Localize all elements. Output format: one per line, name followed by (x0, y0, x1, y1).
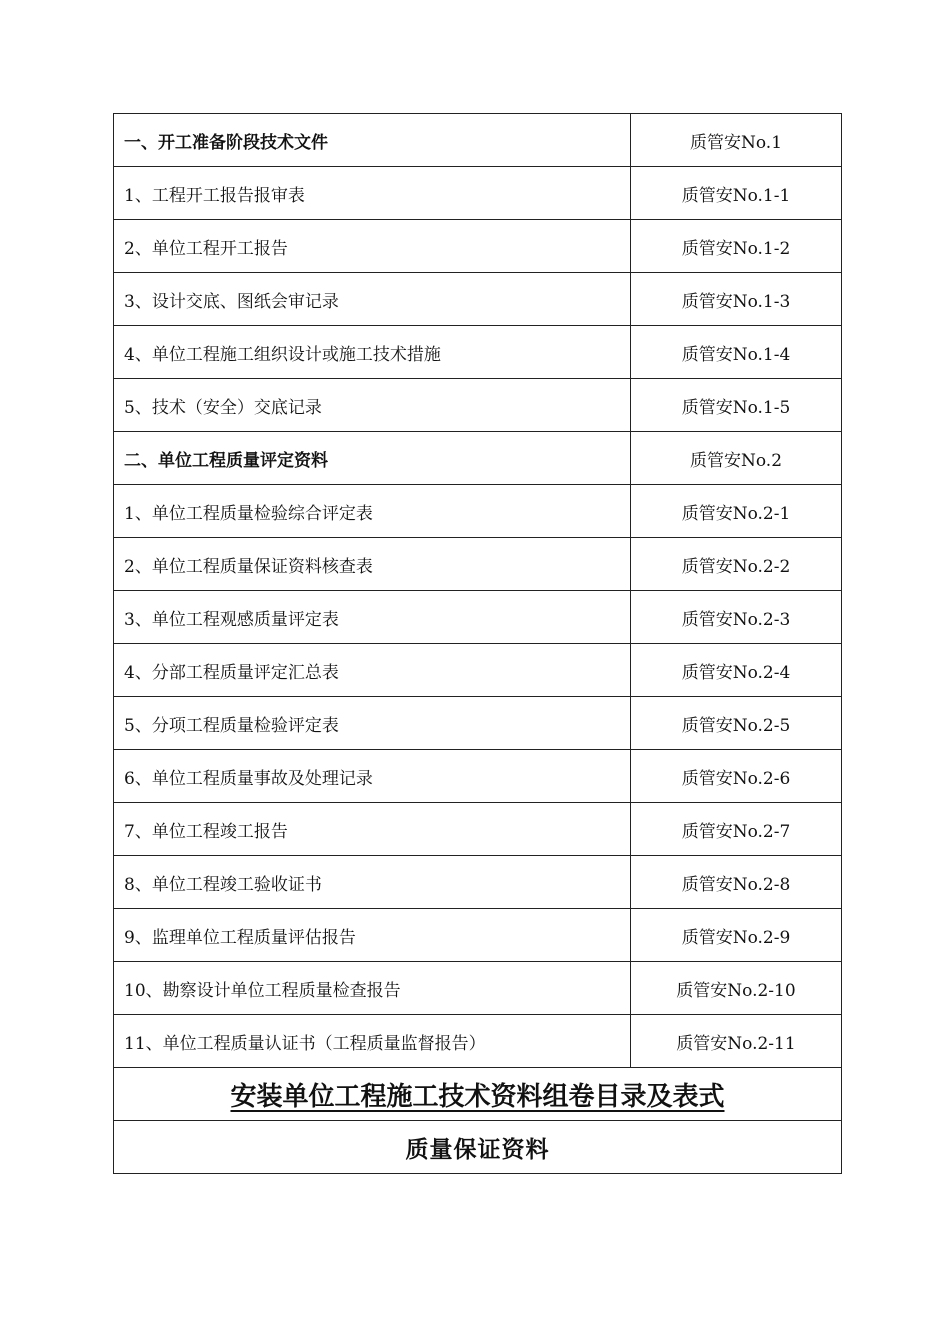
table-row (114, 856, 842, 909)
section-title: 二、单位工程质量评定资料 (114, 432, 631, 485)
form-code: 质管安No.2-9 (631, 909, 842, 962)
table-row (114, 591, 842, 644)
form-code: 质管安No.2 (631, 432, 842, 485)
item-name: 10、勘察设计单位工程质量检查报告 (114, 962, 631, 1015)
table-row (114, 909, 842, 962)
form-code: 质管安No.2-11 (631, 1015, 842, 1068)
banner-row (114, 1068, 842, 1121)
form-code: 质管安No.1-2 (631, 220, 842, 273)
item-name: 5、分项工程质量检验评定表 (114, 697, 631, 750)
item-name: 3、单位工程观感质量评定表 (114, 591, 631, 644)
table-row (114, 697, 842, 750)
item-name: 2、单位工程开工报告 (114, 220, 631, 273)
index-rows (114, 114, 842, 1068)
form-code: 质管安No.1 (631, 114, 842, 167)
table-row (114, 273, 842, 326)
document-title: 安装单位工程施工技术资料组卷目录及表式 (114, 1068, 842, 1121)
section-row (114, 114, 842, 167)
form-code: 质管安No.1-1 (631, 167, 842, 220)
table-row (114, 644, 842, 697)
form-code: 质管安No.2-5 (631, 697, 842, 750)
form-code: 质管安No.1-5 (631, 379, 842, 432)
table-row (114, 1015, 842, 1068)
item-name: 9、监理单位工程质量评估报告 (114, 909, 631, 962)
item-name: 4、单位工程施工组织设计或施工技术措施 (114, 326, 631, 379)
item-name: 1、工程开工报告报审表 (114, 167, 631, 220)
item-name: 1、单位工程质量检验综合评定表 (114, 485, 631, 538)
form-code: 质管安No.2-6 (631, 750, 842, 803)
item-name: 11、单位工程质量认证书（工程质量监督报告） (114, 1015, 631, 1068)
table-row (114, 485, 842, 538)
form-code: 质管安No.2-4 (631, 644, 842, 697)
table-row (114, 379, 842, 432)
form-code: 质管安No.2-3 (631, 591, 842, 644)
table-row (114, 803, 842, 856)
form-code: 质管安No.2-10 (631, 962, 842, 1015)
item-name: 8、单位工程竣工验收证书 (114, 856, 631, 909)
item-name: 2、单位工程质量保证资料核查表 (114, 538, 631, 591)
form-code: 质管安No.2-1 (631, 485, 842, 538)
subbanner-row (114, 1121, 842, 1174)
form-code: 质管安No.1-4 (631, 326, 842, 379)
item-name: 5、技术（安全）交底记录 (114, 379, 631, 432)
table-row (114, 538, 842, 591)
table-row (114, 962, 842, 1015)
section-heading: 质量保证资料 (114, 1121, 842, 1174)
section-title: 一、开工准备阶段技术文件 (114, 114, 631, 167)
form-code: 质管安No.2-2 (631, 538, 842, 591)
document-index-table (113, 113, 842, 1174)
table-row (114, 326, 842, 379)
section-row (114, 432, 842, 485)
item-name: 6、单位工程质量事故及处理记录 (114, 750, 631, 803)
item-name: 4、分部工程质量评定汇总表 (114, 644, 631, 697)
table-row (114, 220, 842, 273)
form-code: 质管安No.2-8 (631, 856, 842, 909)
form-code: 质管安No.2-7 (631, 803, 842, 856)
item-name: 7、单位工程竣工报告 (114, 803, 631, 856)
table-row (114, 750, 842, 803)
item-name: 3、设计交底、图纸会审记录 (114, 273, 631, 326)
table-row (114, 167, 842, 220)
form-code: 质管安No.1-3 (631, 273, 842, 326)
